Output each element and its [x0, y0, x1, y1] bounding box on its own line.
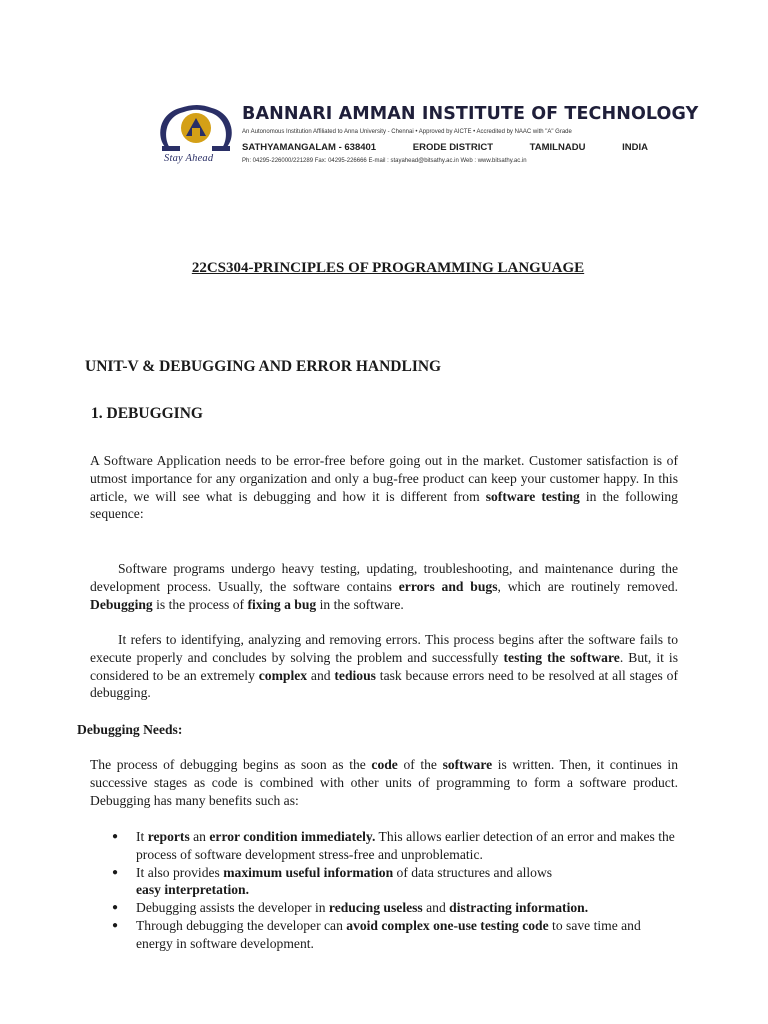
unit-title: UNIT-V & DEBUGGING AND ERROR HANDLING	[85, 358, 442, 375]
list-item: ● Through debugging the developer can avoid complex one-use testing code to save time and energy in software development.	[112, 917, 678, 953]
address-city: SATHYAMANGALAM - 638401	[242, 142, 377, 153]
letterhead	[150, 98, 699, 178]
institute-motto: Stay Ahead	[164, 153, 214, 164]
benefits-list	[112, 828, 678, 953]
paragraph-needs: The process of debugging begins as soon as the code of the software is written. Then, it continues in successive stages as code is combined with other units of programming to form a software product. Debugging has many benefits such as:	[90, 757, 678, 808]
institute-name: BANNARI AMMAN INSTITUTE OF TECHNOLOGY	[242, 104, 699, 124]
institute-affiliation: An Autonomous Institution Affiliated to Anna University - Chennai • Approved by AICTE • Accredited by NAAC with "A" Grade	[242, 129, 572, 135]
list-item: ● It also provides maximum useful information of data structures and allows easy interpretation.	[112, 864, 678, 900]
institute-address	[242, 142, 648, 153]
institute-contact: Ph: 04295-226000/221289 Fax: 04295-226666 E-mail : stayahead@bitsathy.ac.in Web : www.bitsathy.ac.in	[242, 158, 527, 164]
paragraph-process: It refers to identifying, analyzing and removing errors. This process begins after the software fails to execute properly and concludes by solving the problem and successfully testing the software. But, it is considered to be an extremely complex and tedious task because errors need to be resolved at all stages of debugging.	[90, 632, 678, 701]
list-item: ● Debugging assists the developer in reducing useless and distracting information.	[112, 899, 678, 917]
address-country: INDIA	[622, 142, 648, 153]
section-title: 1. DEBUGGING	[91, 405, 203, 422]
paragraph-intro: A Software Application needs to be error-free before going out in the market. Customer satisfaction is of utmost importance for any organization and only a bug-free product can keep your customer happy. In this article, we will see what is debugging and how it is different from software testing in the following sequence:	[90, 453, 678, 522]
course-title: 22CS304-PRINCIPLES OF PROGRAMMING LANGUAGE	[191, 260, 585, 276]
paragraph-definition: Software programs undergo heavy testing, updating, troubleshooting, and maintenance during the development process. Usually, the software contains errors and bugs, which are routinely removed. Debugging is the process of fixing a bug in the software.	[90, 561, 678, 612]
subheading-debugging-needs: Debugging Needs:	[77, 722, 183, 737]
address-state: TAMILNADU	[529, 142, 586, 153]
list-item: ● It reports an error condition immediately. This allows earlier detection of an error and makes the process of software development stress-free and unproblematic.	[112, 828, 678, 864]
address-district: ERODE DISTRICT	[412, 142, 493, 153]
